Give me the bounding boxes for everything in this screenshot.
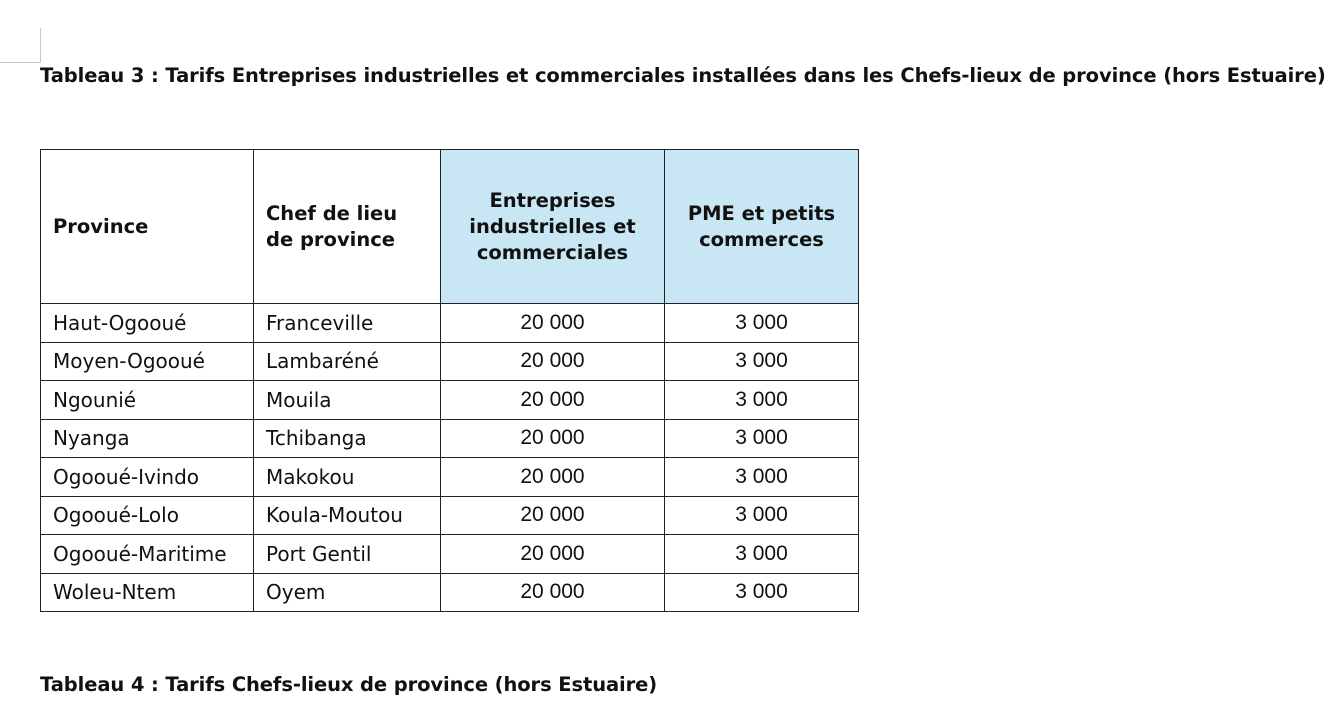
cell-entreprises: 20 000	[441, 535, 665, 574]
table-row	[41, 342, 859, 381]
cell-chef-lieu: Franceville	[254, 304, 441, 343]
cell-entreprises: 20 000	[441, 342, 665, 381]
cell-pme: 3 000	[665, 496, 859, 535]
cell-province: Ngounié	[41, 381, 254, 420]
cell-province: Haut-Ogooué	[41, 304, 254, 343]
table-row	[41, 573, 859, 612]
cell-pme: 3 000	[665, 419, 859, 458]
cell-province: Ogooué-Ivindo	[41, 458, 254, 497]
header-pme: PME et petits commerces	[665, 150, 859, 304]
table-4-caption: Tableau 4 : Tarifs Chefs-lieux de province (hors Estuaire)	[40, 673, 658, 696]
cell-chef-lieu: Mouila	[254, 381, 441, 420]
cell-pme: 3 000	[665, 342, 859, 381]
tarifs-table	[40, 149, 859, 612]
cell-province: Ogooué-Maritime	[41, 535, 254, 574]
cell-pme: 3 000	[665, 535, 859, 574]
table-row	[41, 304, 859, 343]
cell-chef-lieu: Makokou	[254, 458, 441, 497]
page-corner-mark	[40, 28, 41, 63]
cell-pme: 3 000	[665, 573, 859, 612]
cell-chef-lieu: Port Gentil	[254, 535, 441, 574]
header-province: Province	[41, 150, 254, 304]
cell-pme: 3 000	[665, 458, 859, 497]
cell-chef-lieu: Tchibanga	[254, 419, 441, 458]
cell-entreprises: 20 000	[441, 458, 665, 497]
cell-entreprises: 20 000	[441, 419, 665, 458]
table-3-caption: Tableau 3 : Tarifs Entreprises industrielles et commerciales installées dans les Chefs-lieux de province (hors Estuaire)	[40, 64, 1326, 87]
cell-province: Moyen-Ogooué	[41, 342, 254, 381]
page-corner-mark	[0, 62, 40, 63]
cell-chef-lieu: Lambaréné	[254, 342, 441, 381]
header-entreprises: Entreprises industrielles et commerciales	[441, 150, 665, 304]
table-row	[41, 458, 859, 497]
cell-entreprises: 20 000	[441, 496, 665, 535]
cell-province: Nyanga	[41, 419, 254, 458]
cell-province: Woleu-Ntem	[41, 573, 254, 612]
cell-entreprises: 20 000	[441, 304, 665, 343]
cell-entreprises: 20 000	[441, 573, 665, 612]
cell-chef-lieu: Oyem	[254, 573, 441, 612]
cell-chef-lieu: Koula-Moutou	[254, 496, 441, 535]
header-chef-lieu: Chef de lieu de province	[254, 150, 441, 304]
table-row	[41, 381, 859, 420]
cell-pme: 3 000	[665, 304, 859, 343]
table-row	[41, 535, 859, 574]
cell-pme: 3 000	[665, 381, 859, 420]
table-row	[41, 419, 859, 458]
cell-province: Ogooué-Lolo	[41, 496, 254, 535]
table-header-row	[41, 150, 859, 304]
cell-entreprises: 20 000	[441, 381, 665, 420]
table-row	[41, 496, 859, 535]
